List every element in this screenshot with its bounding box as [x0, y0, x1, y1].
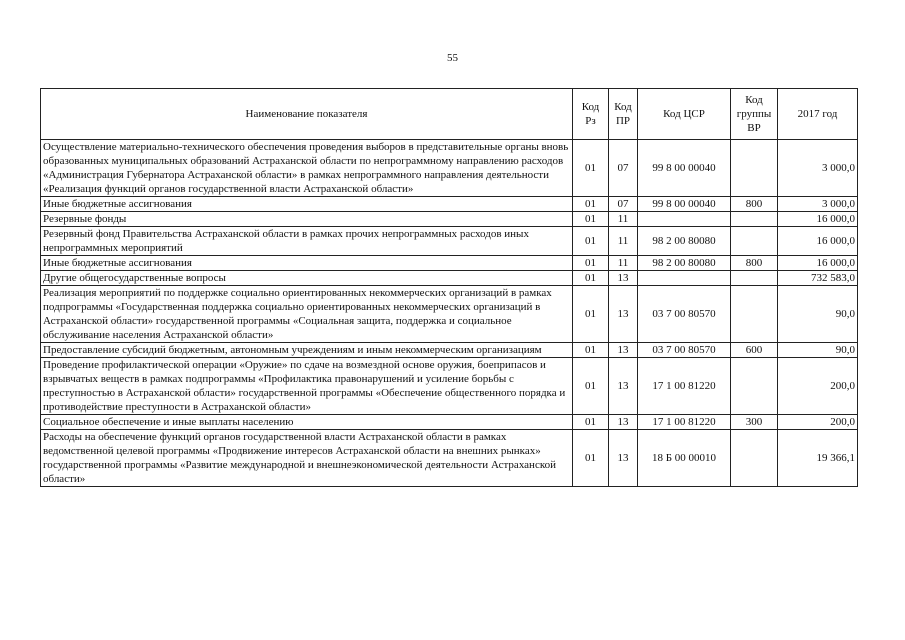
- header-vr-line-2: группы: [736, 108, 772, 120]
- row-pr: 13: [609, 358, 638, 415]
- row-amount: 3 000,0: [778, 197, 858, 212]
- row-pr: 11: [609, 227, 638, 256]
- row-pr: 13: [609, 343, 638, 358]
- row-pr: 11: [609, 212, 638, 227]
- row-csr: 98 2 00 80080: [638, 256, 731, 271]
- row-pr: 07: [609, 140, 638, 197]
- row-amount: 200,0: [778, 415, 858, 430]
- table-row: [41, 430, 858, 487]
- row-rz: 01: [573, 415, 609, 430]
- row-vr: [731, 212, 778, 227]
- row-amount: 732 583,0: [778, 271, 858, 286]
- row-pr: 11: [609, 256, 638, 271]
- budget-table: [40, 88, 858, 487]
- table-row: [41, 415, 858, 430]
- row-csr: 98 2 00 80080: [638, 227, 731, 256]
- row-name: Проведение профилактической операции «Оружие» по сдаче на возмездной основе оружия, боеприпасов и взрывчатых веществ в рамках подпрограммы «Профилактика правонарушений и усиление борьбы с преступностью в Астраханской области» государственной программы «Обеспечение общественного порядка и противодействие преступности в Астраханской области»: [41, 358, 573, 415]
- row-csr: 18 Б 00 00010: [638, 430, 731, 487]
- row-amount: 19 366,1: [778, 430, 858, 487]
- row-rz: 01: [573, 343, 609, 358]
- header-pr-line-1: Код: [614, 101, 632, 113]
- row-vr: 300: [731, 415, 778, 430]
- row-name: Резервный фонд Правительства Астраханской области в рамках прочих непрограммных расходов иных непрограммных мероприятий: [41, 227, 573, 256]
- row-name: Иные бюджетные ассигнования: [41, 256, 573, 271]
- row-csr: 17 1 00 81220: [638, 358, 731, 415]
- row-vr: [731, 227, 778, 256]
- row-name: Резервные фонды: [41, 212, 573, 227]
- table-row: [41, 271, 858, 286]
- row-amount: 16 000,0: [778, 256, 858, 271]
- row-amount: 16 000,0: [778, 212, 858, 227]
- table-row: [41, 197, 858, 212]
- row-name: Другие общегосударственные вопросы: [41, 271, 573, 286]
- row-vr: 600: [731, 343, 778, 358]
- row-csr: 03 7 00 80570: [638, 343, 731, 358]
- row-csr: [638, 212, 731, 227]
- row-csr: 03 7 00 80570: [638, 286, 731, 343]
- row-vr: [731, 286, 778, 343]
- row-name: Иные бюджетные ассигнования: [41, 197, 573, 212]
- table-row: [41, 212, 858, 227]
- header-vr-line-3: ВР: [747, 122, 761, 134]
- header-vr-line-1: Код: [745, 94, 763, 106]
- row-rz: 01: [573, 140, 609, 197]
- row-rz: 01: [573, 256, 609, 271]
- header-rz-line-2: Рз: [585, 115, 596, 127]
- row-rz: 01: [573, 271, 609, 286]
- row-rz: 01: [573, 197, 609, 212]
- row-name: Осуществление материально-технического обеспечения проведения выборов в представительные органы вновь образованных муниципальных образований Астраханской области по непрограммному направлению расходов «Администрация Губернатора Астраханской области» в рамках непрограммного направления деятельности «Реализация функций органов государственной власти Астраханской области»: [41, 140, 573, 197]
- table-row: [41, 286, 858, 343]
- row-rz: 01: [573, 212, 609, 227]
- table-row: [41, 358, 858, 415]
- row-amount: 90,0: [778, 286, 858, 343]
- row-vr: 800: [731, 197, 778, 212]
- row-amount: 16 000,0: [778, 227, 858, 256]
- row-rz: 01: [573, 286, 609, 343]
- table-header-row: [41, 89, 858, 140]
- row-vr: [731, 271, 778, 286]
- row-amount: 3 000,0: [778, 140, 858, 197]
- header-vr: [731, 89, 778, 140]
- table-row: [41, 140, 858, 197]
- row-vr: 800: [731, 256, 778, 271]
- header-rz-line-1: Код: [581, 101, 600, 113]
- row-pr: 13: [609, 430, 638, 487]
- table-row: [41, 256, 858, 271]
- header-year: 2017 год: [778, 89, 858, 140]
- row-name: Реализация мероприятий по поддержке социально ориентированных некоммерческих организаций в рамках подпрограммы «Государственная поддержка социально ориентированных некоммерческих организаций в Астраханской области» государственной программы «Социальная защита, поддержка и социальное обслуживание населения Астраханской области»: [41, 286, 573, 343]
- row-csr: 99 8 00 00040: [638, 140, 731, 197]
- row-rz: 01: [573, 358, 609, 415]
- row-amount: 90,0: [778, 343, 858, 358]
- row-csr: 99 8 00 00040: [638, 197, 731, 212]
- table-row: [41, 343, 858, 358]
- row-name: Расходы на обеспечение функций органов государственной власти Астраханской области в рамках ведомственной целевой программы «Продвижение интересов Астраханской области на внешних рынках» государственной программы «Развитие международной и внешнеэкономической деятельности Астраханской области»: [41, 430, 573, 487]
- row-csr: [638, 271, 731, 286]
- header-rz: [573, 89, 609, 140]
- header-name: Наименование показателя: [41, 89, 573, 140]
- row-amount: 200,0: [778, 358, 858, 415]
- row-csr: 17 1 00 81220: [638, 415, 731, 430]
- table-row: [41, 227, 858, 256]
- row-pr: 07: [609, 197, 638, 212]
- row-name: Социальное обеспечение и иные выплаты населению: [41, 415, 573, 430]
- row-vr: [731, 358, 778, 415]
- header-pr: [609, 89, 638, 140]
- row-vr: [731, 430, 778, 487]
- row-pr: 13: [609, 415, 638, 430]
- row-pr: 13: [609, 286, 638, 343]
- header-csr: Код ЦСР: [638, 89, 731, 140]
- header-pr-line-2: ПР: [615, 115, 631, 127]
- row-vr: [731, 140, 778, 197]
- row-rz: 01: [573, 227, 609, 256]
- row-pr: 13: [609, 271, 638, 286]
- row-rz: 01: [573, 430, 609, 487]
- row-name: Предоставление субсидий бюджетным, автономным учреждениям и иным некоммерческим организациям: [41, 343, 573, 358]
- page-number: 55: [447, 52, 458, 64]
